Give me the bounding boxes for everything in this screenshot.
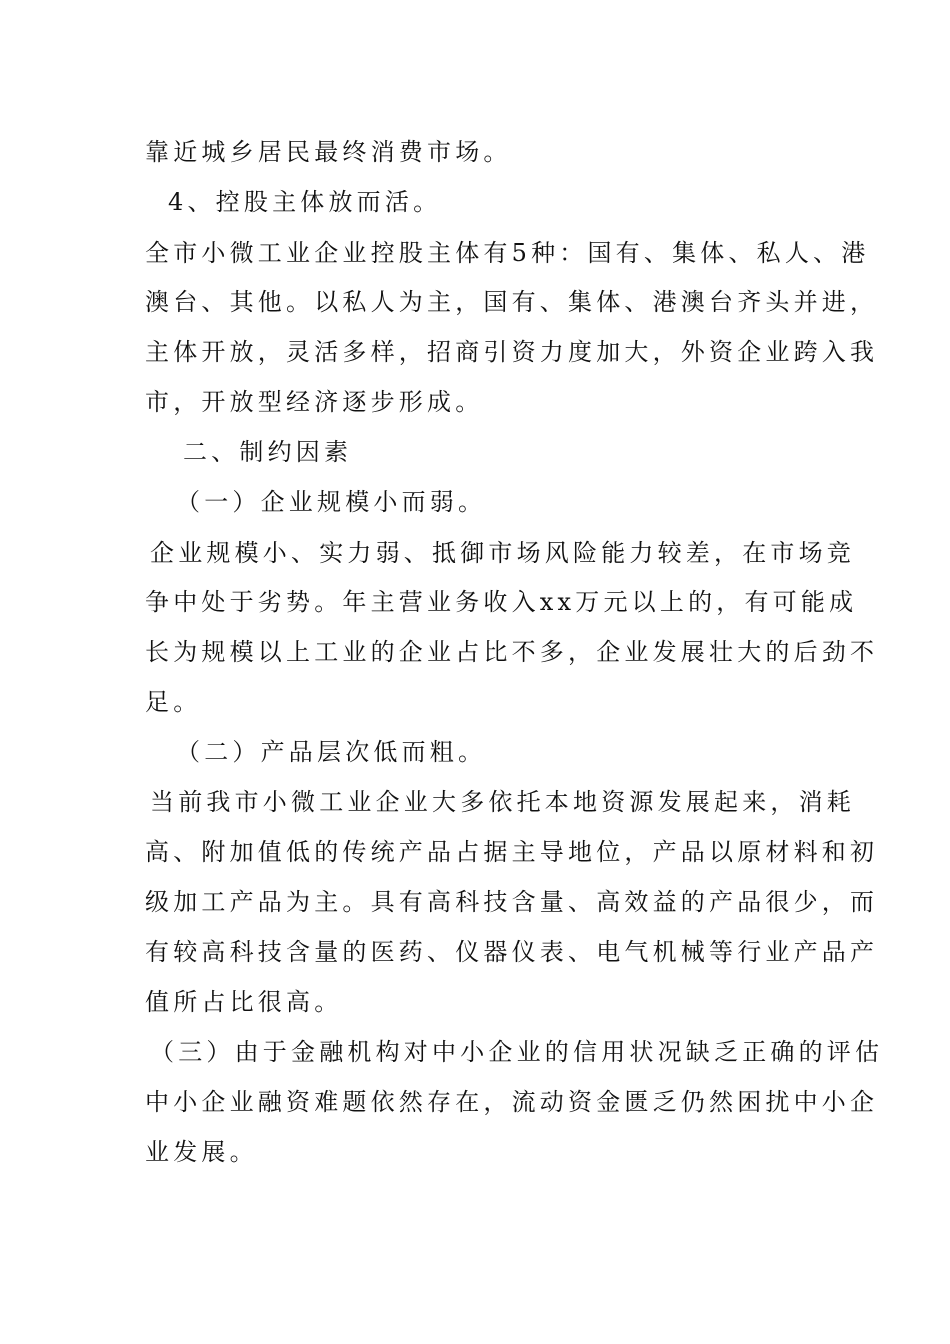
paragraph-line: 高、附加值低的传统产品占据主导地位，产品以原材料和初: [145, 838, 879, 866]
paragraph-line: 有较高科技含量的医药、仪器仪表、电气机械等行业产品产: [145, 938, 879, 966]
subsection-heading: （一）企业规模小而弱。: [176, 488, 487, 516]
paragraph-line: 市，开放型经济逐步形成。: [145, 388, 484, 416]
paragraph-line: 足。: [145, 688, 202, 716]
paragraph-line: 当前我市小微工业企业大多依托本地资源发展起来，消耗: [150, 788, 855, 816]
section-heading: 二、制约因素: [183, 438, 353, 466]
subsection-heading: （三）由于金融机构对中小企业的信用状况缺乏正确的评估: [150, 1038, 884, 1066]
paragraph-line: 靠近城乡居民最终消费市场。: [145, 138, 512, 166]
paragraph-line: 级加工产品为主。具有高科技含量、高效益的产品很少，而: [145, 888, 879, 916]
section-heading: 4、控股主体放而活。: [168, 188, 442, 216]
paragraph-line: 长为规模以上工业的企业占比不多，企业发展壮大的后劲不: [145, 638, 879, 666]
paragraph-line: 全市小微工业企业控股主体有5种：国有、集体、私人、港: [145, 239, 870, 267]
paragraph-line: 值所占比很高。: [145, 988, 343, 1016]
paragraph-line: 企业规模小、实力弱、抵御市场风险能力较差，在市场竞: [150, 539, 855, 567]
subsection-heading: （二）产品层次低而粗。: [176, 738, 487, 766]
paragraph-line: 中小企业融资难题依然存在，流动资金匮乏仍然困扰中小企: [145, 1088, 879, 1116]
paragraph-line: 主体开放，灵活多样，招商引资力度加大，外资企业跨入我: [145, 338, 879, 366]
paragraph-line: 业发展。: [145, 1138, 258, 1166]
paragraph-line: 澳台、其他。以私人为主，国有、集体、港澳台齐头并进，: [145, 288, 879, 316]
paragraph-line: 争中处于劣势。年主营业务收入xx万元以上的，有可能成: [145, 588, 858, 616]
